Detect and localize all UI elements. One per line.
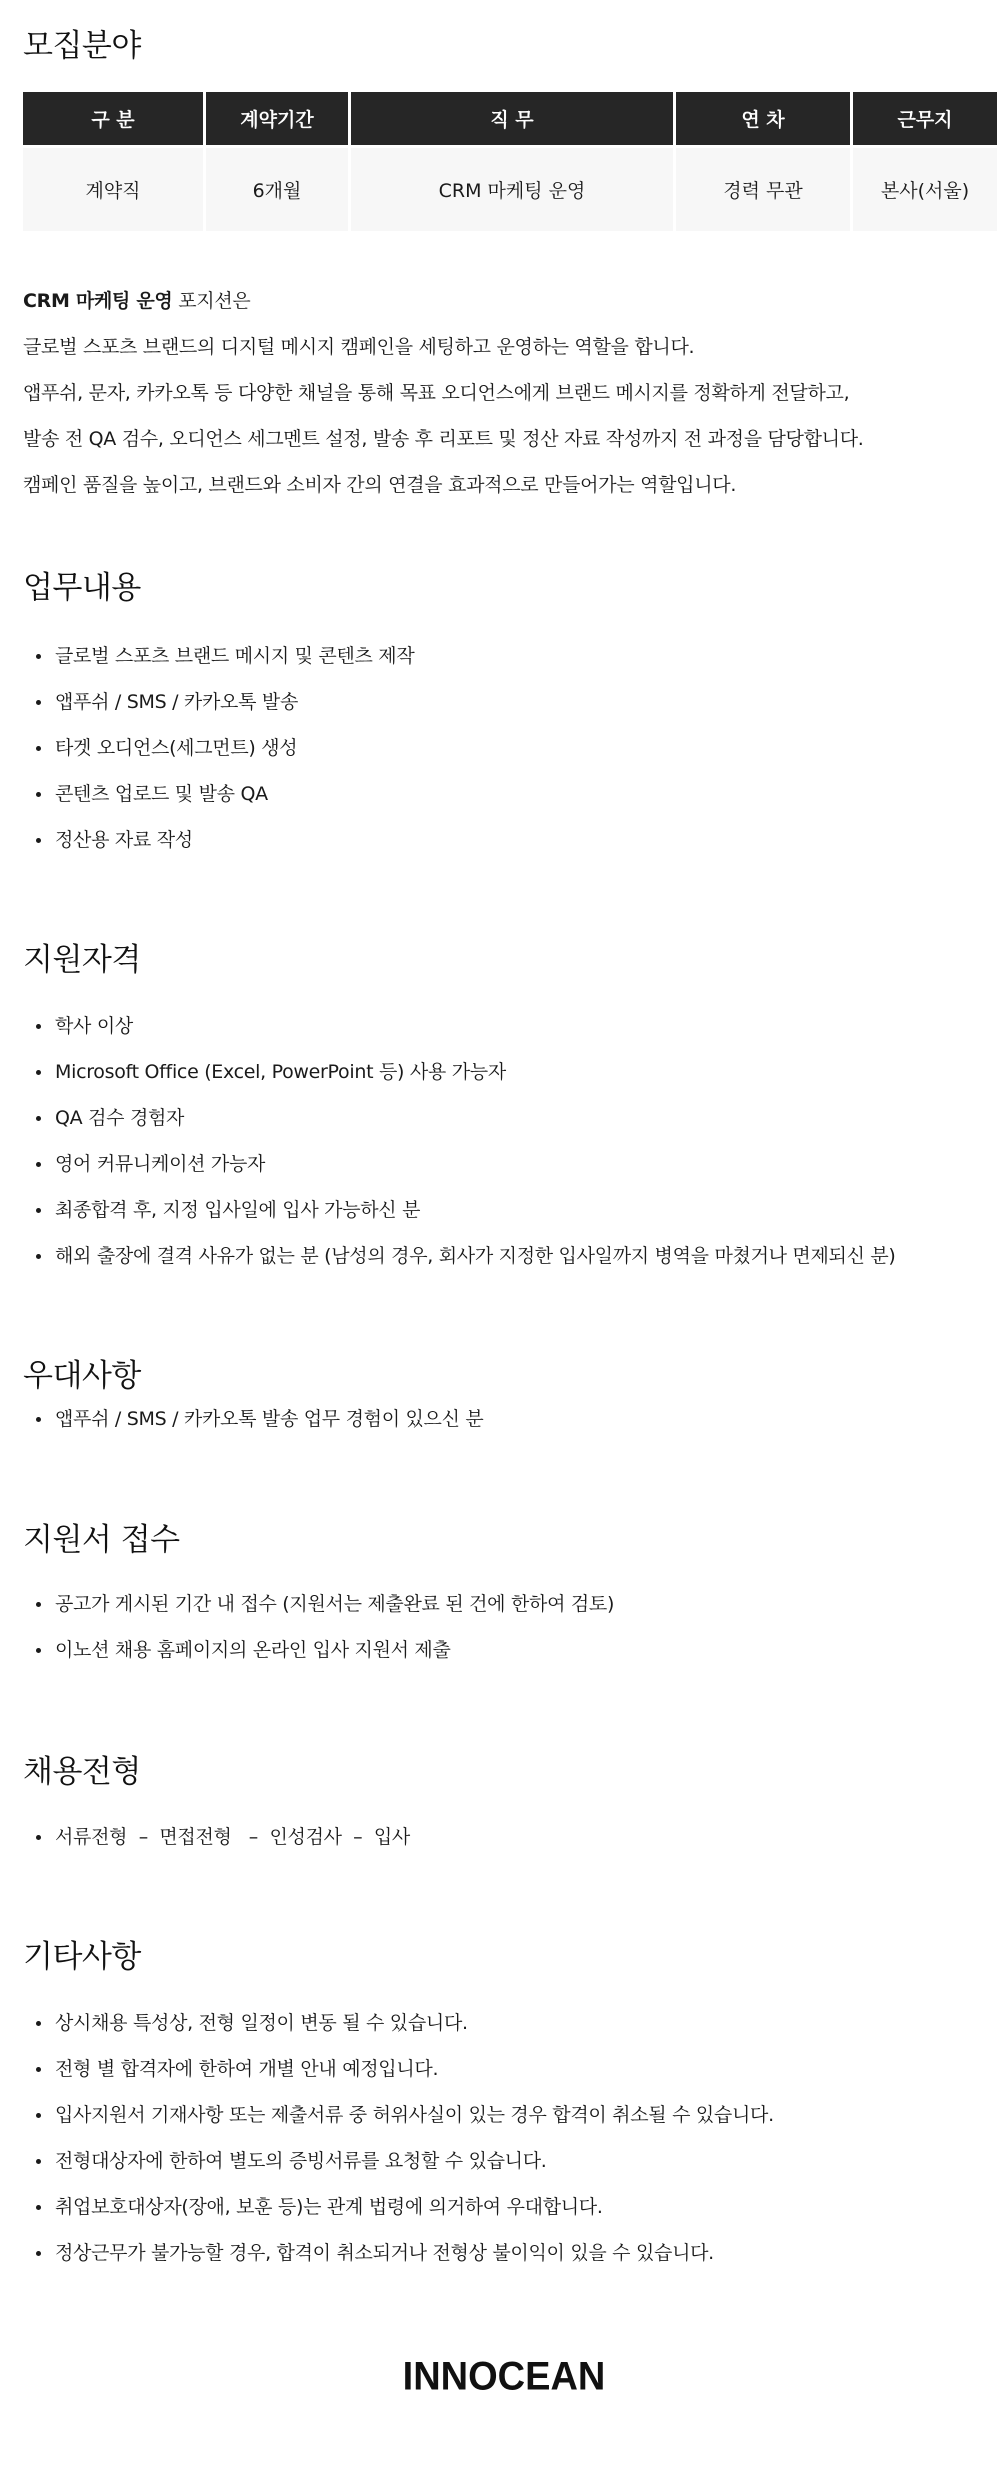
list-item: 정상근무가 불가능할 경우, 합격이 취소되거나 전형상 불이익이 있을 수 있습니다. — [23, 2230, 985, 2276]
list-item: Microsoft Office (Excel, PowerPoint 등) 사용 가능자 — [23, 1049, 985, 1095]
position-intro — [23, 278, 985, 508]
list-item: 앱푸쉬 / SMS / 카카오톡 발송 — [23, 679, 985, 725]
list-item: 전형대상자에 한하여 별도의 증빙서류를 요청할 수 있습니다. — [23, 2138, 985, 2184]
qualifications-title: 지원자격 — [23, 942, 141, 978]
list-item: 입사지원서 기재사항 또는 제출서류 중 허위사실이 있는 경우 합격이 취소될 수 있습니다. — [23, 2092, 985, 2138]
list-item: 상시채용 특성상, 전형 일정이 변동 될 수 있습니다. — [23, 2000, 985, 2046]
list-item: 영어 커뮤니케이션 가능자 — [23, 1141, 985, 1187]
list-item: 콘텐츠 업로드 및 발송 QA — [23, 771, 985, 817]
cell-type: 계약직 — [23, 148, 203, 231]
cell-experience: 경력 무관 — [676, 148, 850, 231]
list-item: 글로벌 스포츠 브랜드 메시지 및 콘텐츠 제작 — [23, 633, 985, 679]
process-list — [23, 1814, 985, 1860]
list-item: 취업보호대상자(장애, 보훈 등)는 관계 법령에 의거하여 우대합니다. — [23, 2184, 985, 2230]
column-header-experience: 연 차 — [676, 92, 850, 148]
column-header-type: 구 분 — [23, 92, 203, 148]
intro-line: 발송 전 QA 검수, 오디언스 세그멘트 설정, 발송 후 리포트 및 정산 자료 작성까지 전 과정을 담당합니다. — [23, 428, 864, 450]
column-header-job: 직 무 — [351, 92, 673, 148]
intro-line: 캠페인 품질을 높이고, 브랜드와 소비자 간의 연결을 효과적으로 만들어가는 역할입니다. — [23, 474, 737, 496]
duties-title: 업무내용 — [23, 570, 141, 606]
cell-job: CRM 마케팅 운영 — [351, 148, 673, 231]
innocean-logo: INNOCEAN — [402, 2354, 606, 2400]
etc-list — [23, 2000, 985, 2276]
list-item: 이노션 채용 홈페이지의 온라인 입사 지원서 제출 — [23, 1627, 985, 1673]
preferred-title: 우대사항 — [23, 1358, 141, 1394]
list-item: 정산용 자료 작성 — [23, 817, 985, 863]
column-header-contract-period: 계약기간 — [206, 92, 348, 148]
cell-location: 본사(서울) — [853, 148, 997, 231]
duties-list — [23, 633, 985, 863]
table-header-row — [23, 92, 997, 148]
intro-role-name: CRM 마케팅 운영 — [23, 290, 173, 312]
intro-line: 앱푸쉬, 문자, 카카오톡 등 다양한 채널을 통해 목표 오디언스에게 브랜드 메시지를 정확하게 전달하고, — [23, 382, 850, 404]
recruit-field-table — [20, 92, 1000, 231]
list-item: 전형 별 합격자에 한하여 개별 안내 예정입니다. — [23, 2046, 985, 2092]
application-title: 지원서 접수 — [23, 1522, 180, 1558]
intro-line: 글로벌 스포츠 브랜드의 디지털 메시지 캠페인을 세팅하고 운영하는 역할을 합니다. — [23, 336, 695, 358]
list-item: 앱푸쉬 / SMS / 카카오톡 발송 업무 경험이 있으신 분 — [23, 1396, 985, 1442]
list-item: 해외 출장에 결격 사유가 없는 분 (남성의 경우, 회사가 지정한 입사일까지 병역을 마쳤거나 면제되신 분) — [23, 1233, 985, 1279]
list-item: 공고가 게시된 기간 내 접수 (지원서는 제출완료 된 건에 한하여 검토) — [23, 1581, 985, 1627]
process-title: 채용전형 — [23, 1754, 141, 1790]
table-row — [23, 148, 997, 231]
list-item: 타겟 오디언스(세그먼트) 생성 — [23, 725, 985, 771]
etc-title: 기타사항 — [23, 1939, 141, 1975]
preferred-list — [23, 1396, 985, 1442]
list-item: QA 검수 경험자 — [23, 1095, 985, 1141]
recruit-field-title: 모집분야 — [23, 28, 141, 64]
column-header-location: 근무지 — [853, 92, 997, 148]
qualifications-list — [23, 1003, 985, 1279]
cell-contract-period: 6개월 — [206, 148, 348, 231]
list-item: 학사 이상 — [23, 1003, 985, 1049]
application-list — [23, 1581, 985, 1673]
list-item: 최종합격 후, 지정 입사일에 입사 가능하신 분 — [23, 1187, 985, 1233]
list-item: 서류전형 – 면접전형 – 인성검사 – 입사 — [23, 1814, 985, 1860]
intro-line — [23, 278, 985, 324]
intro-role-suffix: 포지션은 — [172, 290, 251, 312]
